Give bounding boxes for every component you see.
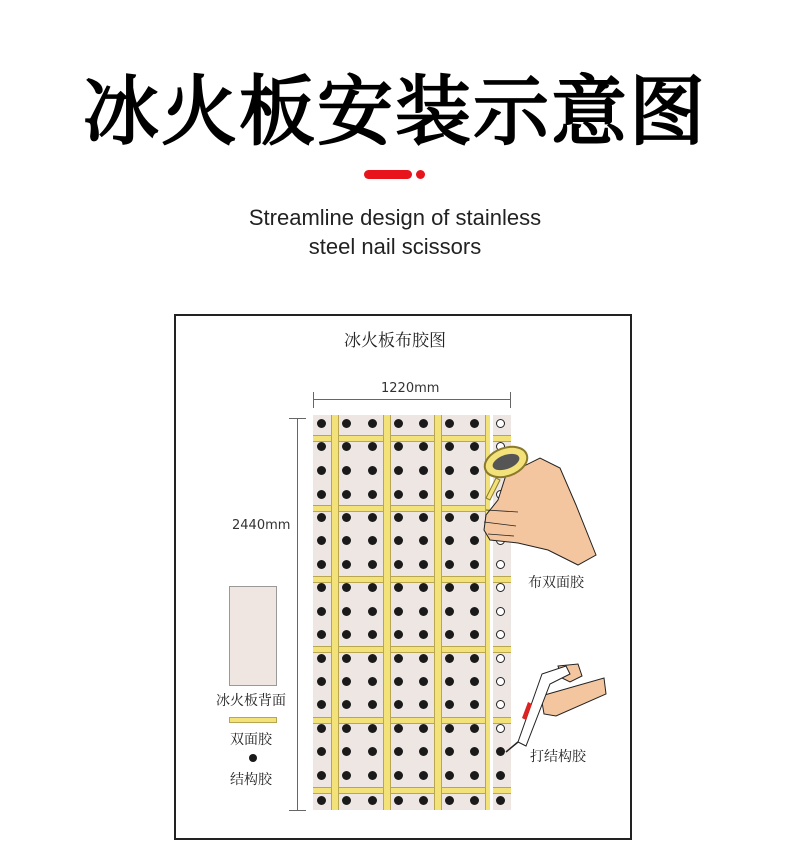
width-dimension-line xyxy=(313,399,511,400)
glue-point-icon xyxy=(317,513,326,522)
glue-point-icon xyxy=(419,654,428,663)
glue-point-icon xyxy=(394,607,403,616)
glue-point-icon xyxy=(470,583,479,592)
glue-point-icon xyxy=(342,747,351,756)
accent-bar xyxy=(364,170,412,179)
glue-point-icon xyxy=(342,490,351,499)
glue-point-icon xyxy=(368,771,377,780)
glue-point-icon xyxy=(394,796,403,805)
glue-point-icon xyxy=(317,536,326,545)
glue-point-icon xyxy=(368,654,377,663)
glue-point-icon xyxy=(419,747,428,756)
glue-point-icon xyxy=(342,724,351,733)
subtitle-line-2: steel nail scissors xyxy=(308,234,482,259)
glue-point-icon xyxy=(368,419,377,428)
glue-point-icon xyxy=(368,677,377,686)
glue-point-icon xyxy=(470,747,479,756)
glue-point-icon xyxy=(470,796,479,805)
glue-point-icon xyxy=(317,654,326,663)
legend-glue-label: 结构胶 xyxy=(230,772,272,788)
glue-point-icon xyxy=(470,700,479,709)
glue-point-icon xyxy=(342,654,351,663)
glue-point-icon xyxy=(419,771,428,780)
glue-point-icon xyxy=(445,747,454,756)
glue-point-icon xyxy=(445,796,454,805)
tape-strip-horizontal xyxy=(313,576,511,583)
tape-strip-vertical xyxy=(331,415,339,810)
glue-point-icon xyxy=(394,630,403,639)
glue-point-icon xyxy=(419,513,428,522)
glue-point-icon xyxy=(419,677,428,686)
glue-point-icon xyxy=(419,796,428,805)
tape-strip-horizontal xyxy=(313,717,511,724)
glue-point-icon xyxy=(342,583,351,592)
tape-strip-horizontal xyxy=(313,646,511,653)
glue-point-icon xyxy=(368,583,377,592)
glue-point-icon xyxy=(317,630,326,639)
glue-point-icon xyxy=(445,654,454,663)
glue-gun-icon xyxy=(496,656,611,756)
tape-strip-vertical xyxy=(383,415,391,810)
tape-strip-horizontal xyxy=(313,787,511,794)
glue-point-icon xyxy=(496,771,505,780)
glue-point-icon xyxy=(342,513,351,522)
glue-point-icon xyxy=(445,513,454,522)
glue-point-icon xyxy=(342,607,351,616)
page-title: 冰火板安装示意图 xyxy=(83,67,707,156)
accent-dot xyxy=(416,170,425,179)
glue-point-icon xyxy=(368,442,377,451)
glue-point-icon xyxy=(445,490,454,499)
glue-point-icon xyxy=(342,560,351,569)
glue-point-icon xyxy=(470,419,479,428)
glue-point-icon xyxy=(317,700,326,709)
glue-point-icon xyxy=(419,442,428,451)
glue-point-icon xyxy=(342,630,351,639)
glue-point-icon xyxy=(394,490,403,499)
glue-point-icon xyxy=(368,490,377,499)
glue-point-icon xyxy=(394,583,403,592)
glue-point-icon xyxy=(368,536,377,545)
glue-point-icon xyxy=(317,771,326,780)
legend-board-label: 冰火板背面 xyxy=(216,693,286,709)
glue-callout-label: 打结构胶 xyxy=(530,749,586,765)
glue-point-icon xyxy=(445,442,454,451)
glue-point-empty-icon xyxy=(496,607,505,616)
glue-point-icon xyxy=(394,747,403,756)
glue-point-icon xyxy=(394,724,403,733)
height-tick-bottom xyxy=(289,810,306,811)
glue-point-icon xyxy=(445,700,454,709)
glue-point-empty-icon xyxy=(496,630,505,639)
glue-point-icon xyxy=(470,607,479,616)
glue-point-icon xyxy=(342,536,351,545)
glue-point-icon xyxy=(470,724,479,733)
glue-point-icon xyxy=(445,560,454,569)
glue-point-icon xyxy=(394,654,403,663)
glue-point-icon xyxy=(317,560,326,569)
glue-point-icon xyxy=(470,677,479,686)
glue-point-icon xyxy=(342,677,351,686)
glue-point-icon xyxy=(470,771,479,780)
glue-point-icon xyxy=(419,607,428,616)
glue-point-icon xyxy=(342,466,351,475)
glue-point-icon xyxy=(394,442,403,451)
glue-point-icon xyxy=(419,536,428,545)
glue-point-icon xyxy=(445,607,454,616)
glue-point-icon xyxy=(419,490,428,499)
width-tick-left xyxy=(313,392,314,408)
tape-strip-vertical xyxy=(434,415,442,810)
glue-point-icon xyxy=(368,466,377,475)
width-label: 1220mm xyxy=(381,381,440,396)
glue-point-icon xyxy=(419,583,428,592)
glue-point-icon xyxy=(419,630,428,639)
glue-point-icon xyxy=(470,630,479,639)
legend-glue-dot-icon xyxy=(249,754,257,762)
glue-point-empty-icon xyxy=(496,583,505,592)
diagram-title: 冰火板布胶图 xyxy=(344,331,446,351)
legend-tape-label: 双面胶 xyxy=(230,732,272,748)
glue-point-icon xyxy=(368,560,377,569)
glue-point-icon xyxy=(368,630,377,639)
glue-point-icon xyxy=(317,466,326,475)
glue-point-icon xyxy=(342,700,351,709)
glue-point-icon xyxy=(317,724,326,733)
tape-callout-label: 布双面胶 xyxy=(528,575,584,591)
glue-point-icon xyxy=(342,771,351,780)
glue-point-icon xyxy=(317,677,326,686)
glue-point-icon xyxy=(445,583,454,592)
subtitle xyxy=(0,203,790,261)
glue-point-icon xyxy=(317,747,326,756)
glue-point-icon xyxy=(394,513,403,522)
glue-point-icon xyxy=(368,796,377,805)
glue-point-icon xyxy=(368,700,377,709)
glue-point-icon xyxy=(445,419,454,428)
glue-point-icon xyxy=(445,724,454,733)
glue-point-icon xyxy=(394,700,403,709)
glue-point-icon xyxy=(394,560,403,569)
height-dimension-line xyxy=(297,418,298,810)
glue-point-icon xyxy=(496,796,505,805)
glue-point-icon xyxy=(317,607,326,616)
glue-point-icon xyxy=(342,796,351,805)
glue-point-empty-icon xyxy=(496,419,505,428)
glue-point-icon xyxy=(317,419,326,428)
glue-point-icon xyxy=(368,513,377,522)
glue-point-icon xyxy=(342,419,351,428)
glue-point-icon xyxy=(419,700,428,709)
glue-point-icon xyxy=(445,630,454,639)
glue-point-icon xyxy=(394,419,403,428)
glue-point-icon xyxy=(445,536,454,545)
glue-point-icon xyxy=(445,677,454,686)
glue-point-icon xyxy=(394,466,403,475)
glue-point-icon xyxy=(470,654,479,663)
glue-point-icon xyxy=(342,442,351,451)
glue-point-icon xyxy=(317,490,326,499)
legend-board-swatch xyxy=(229,586,277,686)
glue-point-icon xyxy=(394,771,403,780)
glue-point-icon xyxy=(317,583,326,592)
glue-point-icon xyxy=(394,677,403,686)
glue-point-icon xyxy=(368,724,377,733)
glue-point-icon xyxy=(368,607,377,616)
height-label: 2440mm xyxy=(232,518,291,533)
glue-point-icon xyxy=(368,747,377,756)
glue-point-icon xyxy=(445,466,454,475)
glue-point-icon xyxy=(419,724,428,733)
hand-tape-icon xyxy=(478,440,598,570)
glue-point-icon xyxy=(317,796,326,805)
subtitle-line-1: Streamline design of stainless xyxy=(248,205,542,230)
glue-point-icon xyxy=(317,442,326,451)
glue-point-icon xyxy=(419,560,428,569)
glue-point-icon xyxy=(419,466,428,475)
height-tick-top xyxy=(289,418,306,419)
glue-point-icon xyxy=(445,771,454,780)
glue-point-icon xyxy=(419,419,428,428)
width-tick-right xyxy=(510,392,511,408)
glue-point-icon xyxy=(394,536,403,545)
legend-tape-swatch xyxy=(229,717,277,723)
